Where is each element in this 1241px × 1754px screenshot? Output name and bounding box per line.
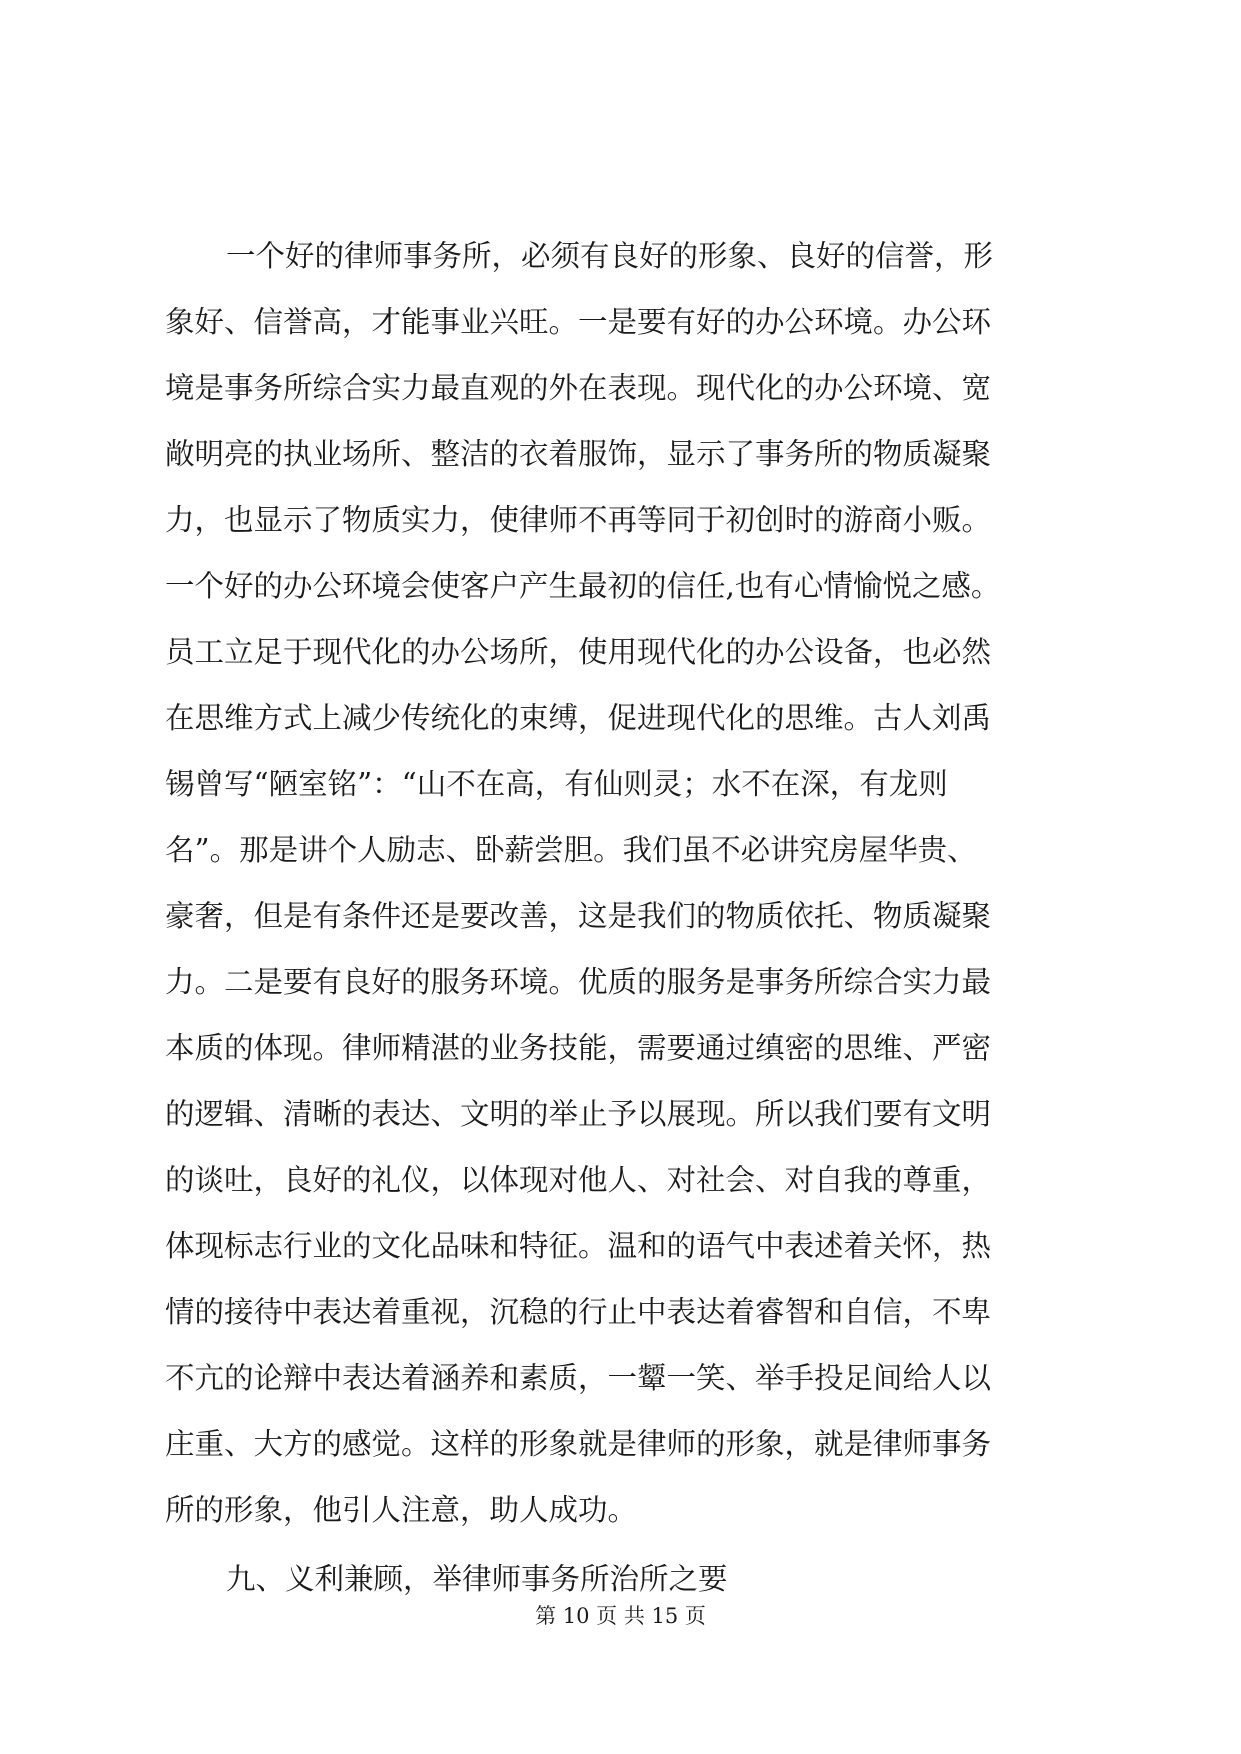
paragraph-line: 一个好的律师事务所，必须有良好的形象、良好的信誉，形 bbox=[226, 239, 994, 273]
paragraph-line: 力，也显示了物质实力，使律师不再等同于初创时的游商小贩。 bbox=[165, 503, 992, 537]
paragraph-line: 本质的体现。律师精湛的业务技能，需要通过缜密的思维、严密 bbox=[165, 1031, 992, 1065]
paragraph-line: 象好、信誉高，才能事业兴旺。一是要有好的办公环境。办公环 bbox=[165, 305, 992, 339]
paragraph-line: 豪奢，但是有条件还是要改善，这是我们的物质依托、物质凝聚 bbox=[165, 899, 992, 933]
paragraph-line: 敞明亮的执业场所、整洁的衣着服饰，显示了事务所的物质凝聚 bbox=[165, 437, 992, 471]
paragraph-line: 的逻辑、清晰的表达、文明的举止予以展现。所以我们要有文明 bbox=[165, 1097, 992, 1131]
paragraph-line: 力。二是要有良好的服务环境。优质的服务是事务所综合实力最 bbox=[165, 965, 992, 999]
body-text bbox=[165, 223, 1085, 1612]
paragraph-line: 锡曾写“陋室铭”：“山不在高，有仙则灵；水不在深，有龙则 bbox=[165, 767, 948, 801]
paragraph-line: 所的形象，他引人注意，助人成功。 bbox=[165, 1493, 638, 1527]
page-footer: 第 10 页 共 15 页 bbox=[535, 1604, 706, 1628]
paragraph-line: 境是事务所综合实力最直观的外在表现。现代化的办公环境、宽 bbox=[165, 371, 992, 405]
paragraph-line: 的谈吐，良好的礼仪，以体现对他人、对社会、对自我的尊重， bbox=[165, 1163, 992, 1197]
paragraph-line: 情的接待中表达着重视，沉稳的行止中表达着睿智和自信，不卑 bbox=[165, 1295, 992, 1329]
paragraph-line: 一个好的办公环境会使客户产生最初的信任,也有心情愉悦之感。 bbox=[165, 569, 1001, 603]
section-heading: 九、义利兼顾，举律师事务所治所之要 bbox=[226, 1562, 728, 1596]
paragraph-line: 员工立足于现代化的办公场所，使用现代化的办公设备，也必然 bbox=[165, 635, 992, 669]
paragraph-line: 在思维方式上减少传统化的束缚，促进现代化的思维。古人刘禹 bbox=[165, 701, 992, 735]
paragraph-line: 不亢的论辩中表达着涵养和素质，一颦一笑、举手投足间给人以 bbox=[165, 1361, 992, 1395]
paragraph-line: 庄重、大方的感觉。这样的形象就是律师的形象，就是律师事务 bbox=[165, 1427, 992, 1461]
paragraph-line: 名”。那是讲个人励志、卧薪尝胆。我们虽不必讲究房屋华贵、 bbox=[165, 833, 977, 867]
paragraph bbox=[165, 223, 1085, 1543]
paragraph-line: 体现标志行业的文化品味和特征。温和的语气中表述着关怀，热 bbox=[165, 1229, 992, 1263]
